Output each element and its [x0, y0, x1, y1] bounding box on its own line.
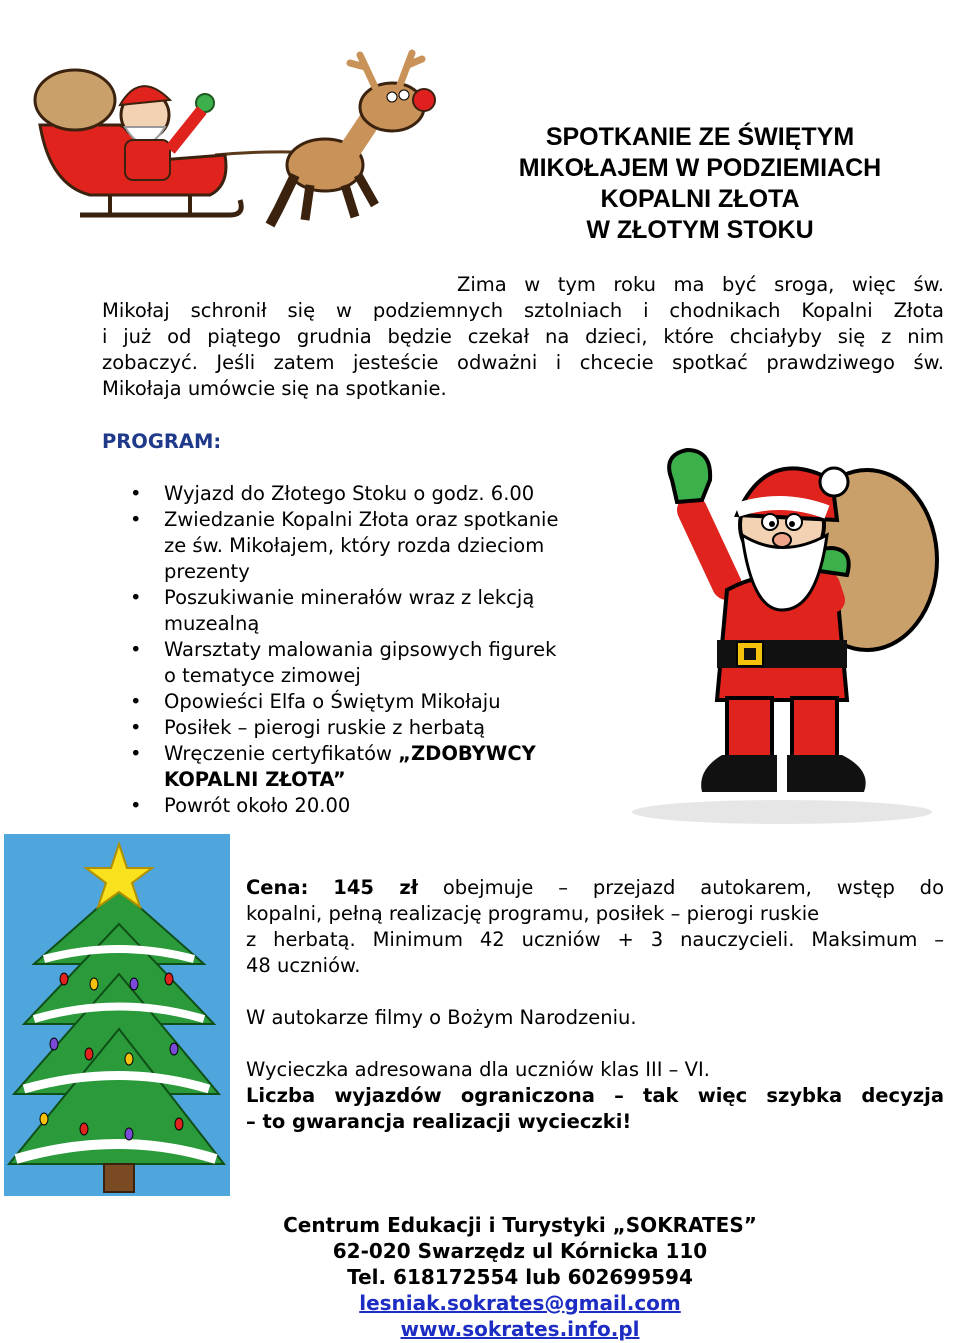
program-item-text: ze św. Mikołajem, który rozda dzieciom	[164, 534, 545, 557]
phone: Tel. 618172554 lub 602699594	[347, 1265, 693, 1289]
title-line: SPOTKANIE ZE ŚWIĘTYM	[545, 123, 855, 151]
films-note: W autokarze filmy o Bożym Narodzeniu.	[246, 1006, 637, 1029]
intro-line: zobaczyć. Jeśli zatem jesteście odważni i chcecie spotkać prawdziwego św.	[102, 351, 944, 374]
program-item-text: • Opowieści Elfa o Świętym Mikołaju	[164, 690, 501, 713]
santa-with-sack-illustration	[632, 440, 942, 825]
program-item	[126, 507, 616, 585]
santa-sleigh-illustration	[20, 45, 450, 245]
program-item-text: • Poszukiwanie minerałów wraz z lekcją	[164, 586, 535, 609]
program-list	[126, 481, 616, 819]
program-item	[126, 585, 616, 637]
limit-note: – to gwarancja realizacji wycieczki!	[246, 1110, 632, 1133]
title-line: W ZŁOTYM STOKU	[586, 216, 814, 244]
intro-line: Mikołaj schronił się w podziemnych sztolniach i chodnikach Kopalni Złota	[102, 299, 944, 322]
program-item-text: o tematyce zimowej	[164, 664, 361, 687]
page-title	[440, 122, 960, 246]
price-description: obejmuje – przejazd autokarem, wstęp do	[442, 876, 944, 899]
christmas-tree-illustration	[4, 834, 230, 1196]
program-item	[126, 741, 616, 793]
trip-info	[246, 875, 944, 1135]
program-item-text: • Powrót około 20.00	[164, 794, 351, 817]
intro-line: Mikołaja umówcie się na spotkanie.	[102, 377, 447, 400]
program-heading: PROGRAM:	[102, 430, 222, 453]
info-line: 48 uczniów.	[246, 954, 361, 977]
title-line: KOPALNI ZŁOTA	[600, 185, 800, 213]
program-item	[126, 793, 616, 819]
info-line: kopalni, pełną realizację programu, posiłek – pierogi ruskie	[246, 902, 820, 925]
program-item	[126, 689, 616, 715]
program-item	[126, 481, 616, 507]
price-line	[246, 875, 944, 901]
audience-note: Wycieczka adresowana dla uczniów klas III – VI.	[246, 1058, 710, 1081]
limit-note: Liczba wyjazdów ograniczona – tak więc szybka decyzja	[246, 1084, 944, 1107]
program-item	[126, 637, 616, 689]
certificate-prefix: Wręczenie certyfikatów	[164, 742, 399, 765]
program-item-text: prezenty	[164, 560, 250, 583]
address: 62-020 Swarzędz ul Kórnicka 110	[332, 1239, 708, 1263]
program-item	[126, 715, 616, 741]
program-item-text: • Warsztaty malowania gipsowych figurek	[164, 638, 557, 661]
program-item-text	[164, 741, 616, 767]
title-line: MIKOŁAJEM W PODZIEMIACH	[518, 154, 882, 182]
program-item-text: muzealną	[164, 612, 260, 635]
email-link[interactable]: lesniak.sokrates@gmail.com	[359, 1291, 681, 1315]
price-value: 145 zł	[333, 876, 418, 899]
program-item-text: • Zwiedzanie Kopalni Złota oraz spotkanie	[164, 508, 559, 531]
intro-line: Zima w tym roku ma być sroga, więc św.	[457, 273, 944, 296]
program-item-text: • Posiłek – pierogi ruskie z herbatą	[164, 716, 486, 739]
certificate-name: „ZDOBYWCY	[398, 742, 536, 765]
info-line: z herbatą. Minimum 42 uczniów + 3 nauczycieli. Maksimum –	[246, 928, 944, 951]
contact-footer	[200, 1212, 840, 1342]
intro-line: i już od piątego grudnia będzie czekał na dzieci, które chciałyby się z nim	[102, 325, 944, 348]
price-label: Cena:	[246, 876, 309, 899]
website-link[interactable]: www.sokrates.info.pl	[400, 1317, 640, 1341]
program-item-text: • Wyjazd do Złotego Stoku o godz. 6.00	[164, 482, 535, 505]
intro-paragraph	[102, 272, 944, 402]
organization-name: Centrum Edukacji i Turystyki „SOKRATES”	[283, 1213, 757, 1237]
certificate-name: KOPALNI ZŁOTA”	[164, 768, 346, 791]
